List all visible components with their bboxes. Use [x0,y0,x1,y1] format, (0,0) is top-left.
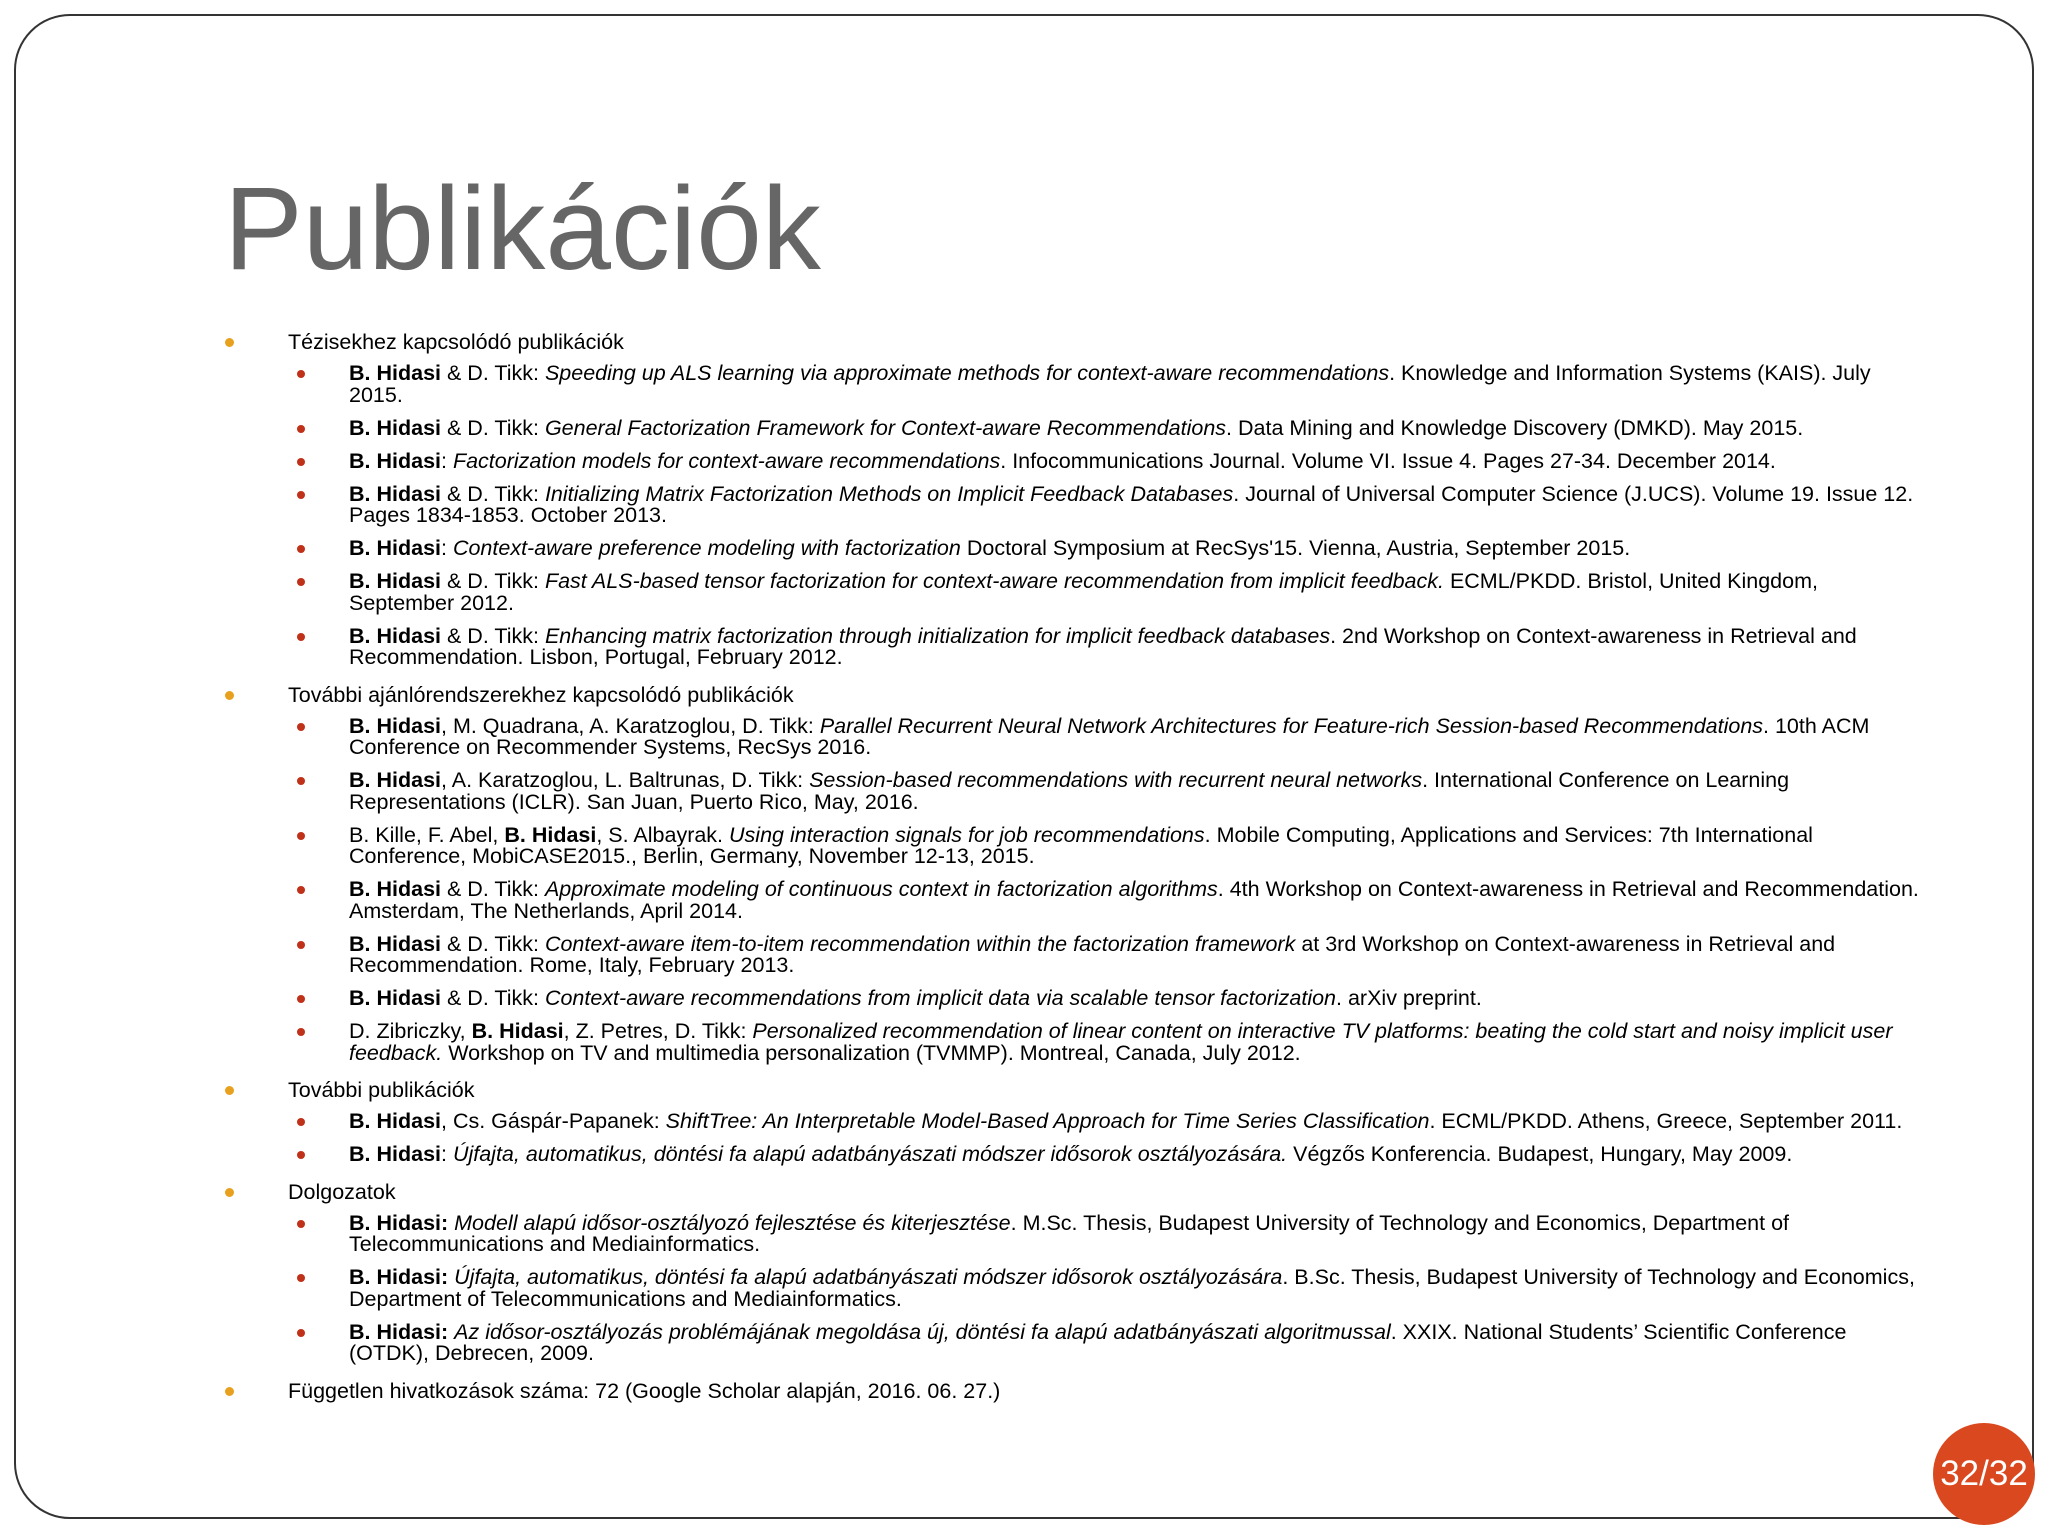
coauthors: , M. Quadrana, A. Karatzoglou, D. Tikk: [441,713,820,738]
publication-venue: . International Conference on Learning Representations (ICLR). San Juan, Puerto Rico, May, 2016. [349,768,1790,814]
author-name: B. Hidasi [349,569,441,593]
coauthors: & D. Tikk: [441,986,545,1010]
bullet-icon [297,1151,305,1159]
publication-venue: . Data Mining and Knowledge Discovery (DMKD). May 2015. [1226,415,1804,440]
publication-venue: . M.Sc. Thesis, Budapest University of Technology and Economics, Department of Telecommunications and Mediainformatics. [349,1210,1789,1256]
publication-item [0,1319,2048,1365]
bullet-icon [297,886,305,894]
bullet-icon [297,1329,305,1337]
author-name: B. Hidasi: [349,1319,449,1344]
bullet-icon [297,777,305,785]
bullet-icon [297,458,305,466]
publication-item [0,770,2048,813]
publication-item [0,879,2048,922]
section-heading [0,1180,2048,1205]
coauthors: & D. Tikk: [441,623,545,648]
publication-item [0,822,2048,868]
bullet-icon [297,1028,305,1036]
publication-title: Modell alapú idősor-osztályozó fejlesztése és kiterjesztése [454,1210,1011,1235]
publication-item [0,538,2048,560]
publication-venue: . arXiv preprint. [1336,986,1482,1010]
publication-item [0,415,2048,440]
publication-section [0,1078,2048,1166]
publication-title: Session-based recommendations with recurrent neural networks [809,768,1423,792]
coauthors: & D. Tikk: [441,481,545,506]
publication-title: Context-aware recommendations from implicit data via scalable tensor factorization [544,986,1337,1010]
coauthors: & D. Tikk: [441,931,545,956]
coauthors: , A. Karatzoglou, L. Baltrunas, D. Tikk: [441,768,810,792]
author-name: B. Hidasi [349,931,441,956]
bullet-icon [297,370,305,378]
publication-title: Factorization models for context-aware recommendations [452,448,1001,473]
publication-title: Parallel Recurrent Neural Network Architectures for Feature-rich Session-based Recommendations [819,713,1764,738]
publication-title: Enhancing matrix factorization through initialization for implicit feedback databases [544,623,1331,648]
bullet-icon [297,545,305,553]
coauthors-before: D. Zibriczky, [349,1019,472,1043]
publication-venue: . ECML/PKDD. Athens, Greece, September 2011. [1429,1109,1903,1133]
bullet-icon [297,491,305,499]
section-heading [0,330,2048,355]
bullet-icon [225,1086,234,1095]
author-name: B. Hidasi [349,768,441,792]
coauthors: & D. Tikk: [441,361,545,385]
author-name: B. Hidasi [349,415,441,440]
bullet-icon [297,1220,305,1228]
publication-title: Újfajta, automatikus, döntési fa alapú adatbányászati módszer idősorok osztályozására [454,1265,1283,1289]
coauthors: , Z. Petres, D. Tikk: [563,1019,753,1043]
bullet-icon [297,578,305,586]
publication-venue: . 4th Workshop on Context-awareness in Retrieval and Recommendation. Amsterdam, The Netherlands, April 2014. [349,877,1919,923]
publication-venue: at 3rd Workshop on Context-awareness in Retrieval and Recommendation. Rome, Italy, February 2013. [349,931,1836,977]
coauthors: , S. Albayrak. [596,822,730,847]
publication-item [0,1021,2048,1064]
publication-item [0,623,2048,669]
publication-title: Speeding up ALS learning via approximate methods for context-aware recommendations [544,361,1390,385]
publication-venue: . 2nd Workshop on Context-awareness in Retrieval and Recommendation. Lisbon, Portugal, February 2012. [349,623,1857,669]
publication-item [0,1210,2048,1256]
publication-section [0,330,2048,669]
coauthors: & D. Tikk: [441,877,545,901]
page-title: Publikációk [224,163,821,295]
bullet-icon [225,1387,234,1396]
publication-item [0,988,2048,1010]
citation-count-note [0,1379,2048,1404]
bullet-icon [225,1188,234,1197]
section-heading-text: További ajánlórendszerekhez kapcsolódó publikációk [288,682,794,707]
publication-item [0,1144,2048,1166]
publication-title: Using interaction signals for job recommendations [729,822,1205,847]
citation-count-text: Független hivatkozások száma: 72 (Google Scholar alapján, 2016. 06. 27.) [288,1378,1001,1403]
publication-title: Context-aware preference modeling with factorization [452,536,961,560]
publication-item [0,448,2048,473]
publication-title: Initializing Matrix Factorization Methods on Implicit Feedback Databases [544,481,1234,506]
publication-venue: . Mobile Computing, Applications and Services: 7th International Conference, MobiCASE2015., Berlin, Germany, November 12-13, 2015. [349,822,1813,868]
coauthors: : [441,1142,453,1166]
publication-venue: Workshop on TV and multimedia personalization (TVMMP). Montreal, Canada, July 2012. [442,1040,1301,1065]
section-heading [0,683,2048,708]
publication-title: General Factorization Framework for Context-aware Recommendations [544,415,1227,440]
bullet-icon [297,633,305,641]
coauthors: , Cs. Gáspár-Papanek: [441,1109,666,1133]
author-name: B. Hidasi: [349,1210,449,1235]
publication-title: Újfajta, automatikus, döntési fa alapú adatbányászati módszer idősorok osztályozására. [452,1142,1288,1166]
bullet-icon [225,338,234,347]
coauthors: : [441,536,453,560]
section-heading-text: Tézisekhez kapcsolódó publikációk [288,330,624,354]
coauthors: & D. Tikk: [441,415,545,440]
coauthors: : [441,448,453,473]
author-name: B. Hidasi [504,822,597,847]
publication-venue: . XXIX. National Students’ Scientific Conference (OTDK), Debrecen, 2009. [349,1319,1847,1365]
bullet-icon [297,941,305,949]
bullet-icon [297,1274,305,1282]
section-heading [0,1078,2048,1103]
author-name: B. Hidasi [349,1109,441,1133]
author-name: B. Hidasi [349,986,441,1010]
publication-venue: . Infocommunications Journal. Volume VI. Issue 4. Pages 27-34. December 2014. [1000,448,1776,473]
publication-title: Personalized recommendation of linear content on interactive TV platforms: beating the cold start and noisy implicit user feedback. [349,1019,1893,1065]
author-name: B. Hidasi [349,448,441,473]
author-name: B. Hidasi [349,361,441,385]
publication-item [0,713,2048,759]
publication-item [0,1267,2048,1310]
publication-venue: ECML/PKDD. Bristol, United Kingdom, September 2012. [349,569,1818,615]
page-number-badge: 32/32 [1933,1423,2035,1525]
bullet-icon [297,1118,305,1126]
bullet-icon [297,723,305,731]
publication-item [0,1111,2048,1133]
coauthors: & D. Tikk: [441,569,545,593]
publication-list [0,330,2048,1404]
author-name: B. Hidasi [349,713,441,738]
author-name: B. Hidasi [471,1019,564,1043]
publication-item [0,571,2048,614]
author-name: B. Hidasi [349,1142,441,1166]
publication-item [0,363,2048,406]
publication-title: ShiftTree: An Interpretable Model-Based Approach for Time Series Classification [665,1109,1430,1133]
author-name: B. Hidasi [349,481,441,506]
publication-item [0,931,2048,977]
publication-venue: . 10th ACM Conference on Recommender Systems, RecSys 2016. [349,713,1870,759]
section-heading-text: További publikációk [288,1078,475,1102]
publication-section [0,683,2048,1065]
publication-title: Approximate modeling of continuous context in factorization algorithms [544,877,1218,901]
coauthors-before: B. Kille, F. Abel, [349,822,505,847]
publication-venue: . Journal of Universal Computer Science (J.UCS). Volume 19. Issue 12. Pages 1834-1853. October 2013. [349,481,1914,527]
bullet-icon [297,995,305,1003]
publication-section [0,1180,2048,1365]
bullet-icon [297,425,305,433]
publication-title: Fast ALS-based tensor factorization for context-aware recommendation from implicit feedback. [544,569,1444,593]
publication-title: Az idősor-osztályozás problémájának megoldása új, döntési fa alapú adatbányászati algoritmussal [454,1319,1391,1344]
author-name: B. Hidasi [349,877,441,901]
publication-venue: Doctoral Symposium at RecSys'15. Vienna, Austria, September 2015. [960,536,1631,560]
author-name: B. Hidasi: [349,1265,449,1289]
publication-title: Context-aware item-to-item recommendation within the factorization framework [544,931,1296,956]
publication-venue: . Knowledge and Information Systems (KAIS). July 2015. [349,361,1871,407]
publication-venue: Végzős Konferencia. Budapest, Hungary, May 2009. [1287,1142,1793,1166]
author-name: B. Hidasi [349,623,441,648]
author-name: B. Hidasi [349,536,441,560]
publication-item [0,481,2048,527]
publication-venue: . B.Sc. Thesis, Budapest University of Technology and Economics, Department of Telecommunications and Mediainformatics. [349,1265,1915,1311]
bullet-icon [297,832,305,840]
bullet-icon [225,691,234,700]
section-heading-text: Dolgozatok [288,1179,396,1204]
